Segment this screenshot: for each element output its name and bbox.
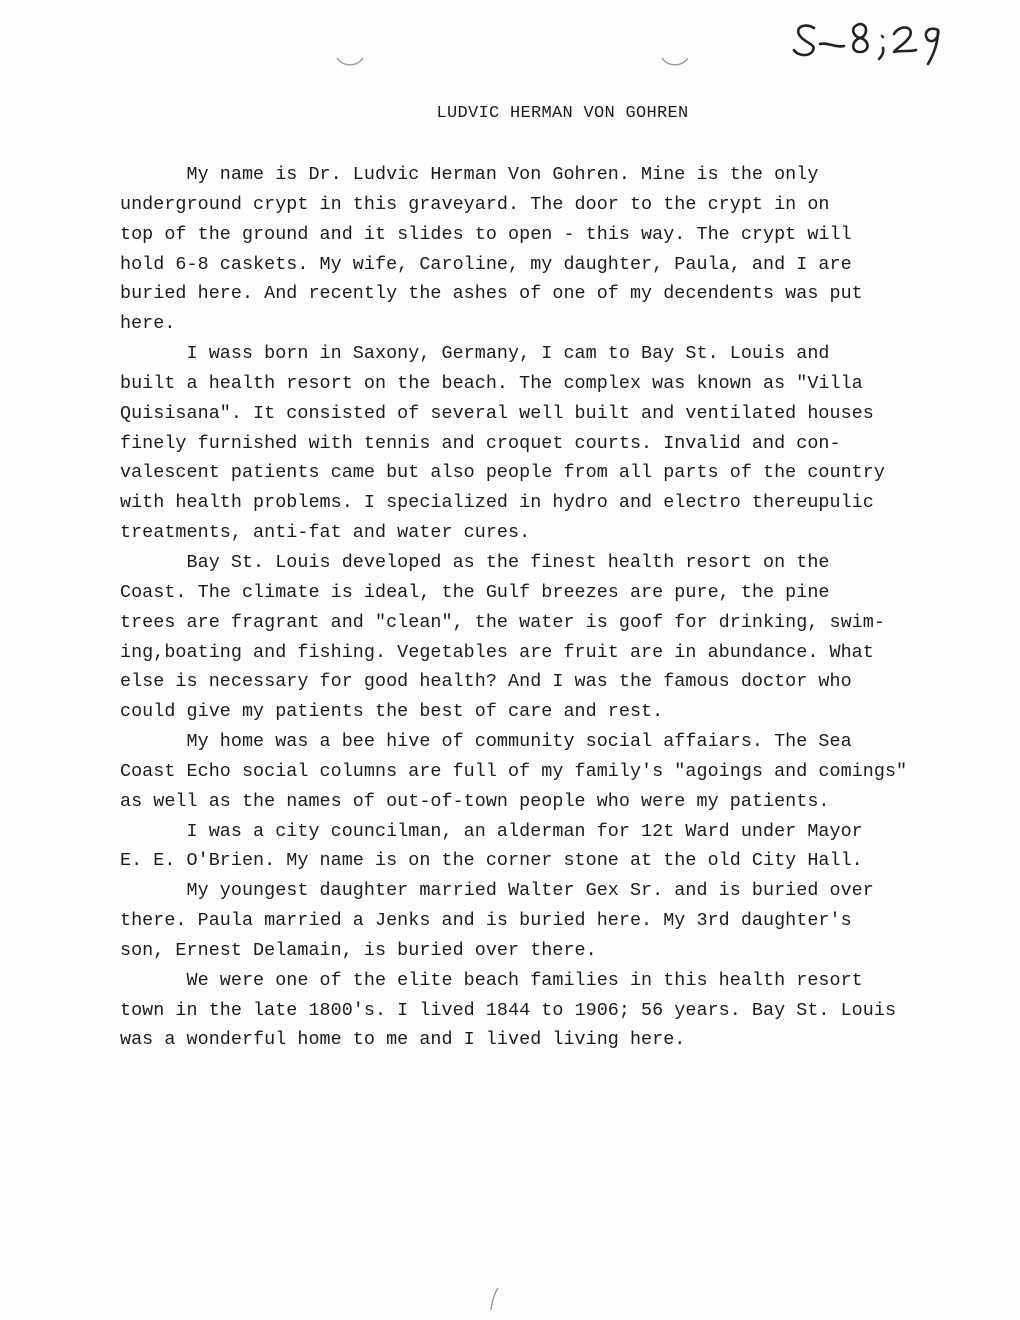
text-line: was a wonderful home to me and I lived living here.: [120, 1029, 686, 1051]
text-line: I was a city councilman, an alderman for 12t Ward under Mayor: [120, 820, 863, 842]
text-line: built a health resort on the beach. The complex was known as "Villa: [120, 372, 863, 394]
stray-pen-mark: [488, 1286, 502, 1312]
punch-hole-mark-left: [335, 55, 365, 69]
text-line: We were one of the elite beach families in this health resort: [120, 969, 863, 991]
text-line: son, Ernest Delamain, is buried over there.: [120, 939, 597, 961]
text-line: here.: [120, 313, 176, 335]
text-line: E. E. O'Brien. My name is on the corner stone at the old City Hall.: [120, 850, 863, 872]
text-line: underground crypt in this graveyard. The door to the crypt in on: [120, 193, 830, 215]
text-line: Bay St. Louis developed as the finest health resort on the: [120, 551, 830, 573]
text-line: as well as the names of out-of-town people who were my patients.: [120, 790, 830, 812]
text-line: trees are fragrant and "clean", the water is goof for drinking, swim-: [120, 611, 885, 633]
text-line: buried here. And recently the ashes of one of my decendents was put: [120, 283, 863, 305]
document-title: LUDVIC HERMAN VON GOHREN: [436, 104, 689, 123]
handwritten-reference-mark: [790, 14, 950, 68]
text-line: valescent patients came but also people from all parts of the country: [120, 462, 885, 484]
text-line: Coast. The climate is ideal, the Gulf breezes are pure, the pine: [120, 581, 830, 603]
text-line: My name is Dr. Ludvic Herman Von Gohren. Mine is the only: [120, 164, 819, 185]
text-line: Coast Echo social columns are full of my family's "agoings and comings": [120, 760, 908, 782]
text-line: could give my patients the best of care and rest.: [120, 701, 664, 723]
text-line: top of the ground and it slides to open - this way. The crypt will: [120, 223, 852, 245]
text-line: finely furnished with tennis and croquet courts. Invalid and con-: [120, 432, 841, 454]
text-line: Quisisana". It consisted of several well built and ventilated houses: [120, 402, 874, 424]
text-line: with health problems. I specialized in hydro and electro thereupulic: [120, 492, 874, 514]
text-line: there. Paula married a Jenks and is buried here. My 3rd daughter's: [120, 910, 852, 932]
text-line: town in the late 1800's. I lived 1844 to 1906; 56 years. Bay St. Louis: [120, 999, 897, 1021]
text-line: My youngest daughter married Walter Gex Sr. and is buried over: [120, 880, 874, 902]
text-line: ing,boating and fishing. Vegetables are fruit are in abundance. What: [120, 641, 874, 663]
text-line: treatments, anti-fat and water cures.: [120, 522, 531, 544]
text-line: My home was a bee hive of community social affaiars. The Sea: [120, 731, 852, 753]
document-body: [120, 160, 1000, 1055]
text-line: hold 6-8 caskets. My wife, Caroline, my daughter, Paula, and I are: [120, 253, 852, 275]
text-line: else is necessary for good health? And I was the famous doctor who: [120, 671, 852, 693]
text-line: I wass born in Saxony, Germany, I cam to Bay St. Louis and: [120, 343, 830, 365]
punch-hole-mark-right: [660, 55, 690, 69]
